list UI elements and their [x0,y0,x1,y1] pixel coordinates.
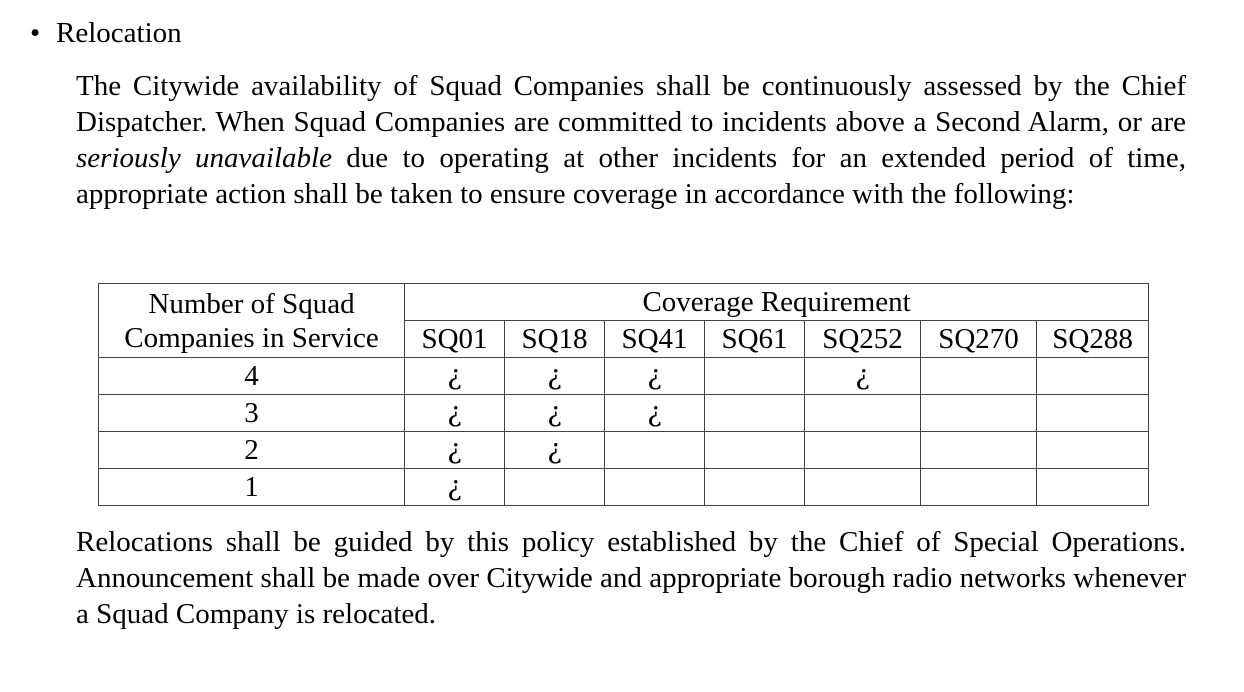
coverage-cell: ¿ [405,395,505,432]
coverage-cell [705,358,805,395]
coverage-cell [705,469,805,506]
bullet-icon: • [30,17,41,49]
coverage-cell [805,395,921,432]
coverage-cell [805,469,921,506]
coverage-cell [705,432,805,469]
coverage-cell: ¿ [405,358,505,395]
coverage-cell: ¿ [605,358,705,395]
section-heading [30,14,182,52]
column-header: SQ61 [705,321,805,358]
coverage-cell [921,358,1037,395]
coverage-cell: ¿ [605,395,705,432]
row-count: 4 [99,358,405,395]
coverage-cell [605,432,705,469]
coverage-cell: ¿ [505,432,605,469]
header-coverage-requirement: Coverage Requirement [405,284,1149,321]
header-left-line2: Companies in Service [124,321,379,354]
column-header: SQ288 [1037,321,1149,358]
column-header: SQ18 [505,321,605,358]
column-header: SQ252 [805,321,921,358]
coverage-cell [1037,395,1149,432]
closing-paragraph: Relocations shall be guided by this policy established by the Chief of Special Operations. Announcement shall be made over Citywide and appropriate borough radio networks whenever a Squad Company is relocated. [76,526,1186,630]
coverage-cell [921,395,1037,432]
coverage-cell [921,432,1037,469]
section-heading-text: Relocation [56,17,182,49]
table-header-row-1 [99,284,1149,321]
coverage-cell [605,469,705,506]
table-row [99,395,1149,432]
table-row [99,469,1149,506]
coverage-cell [1037,358,1149,395]
row-count: 1 [99,469,405,506]
coverage-cell [705,395,805,432]
coverage-cell [505,469,605,506]
coverage-cell [805,432,921,469]
coverage-cell: ¿ [505,395,605,432]
coverage-cell: ¿ [505,358,605,395]
intro-paragraph [76,68,1186,212]
coverage-cell: ¿ [405,469,505,506]
column-header: SQ41 [605,321,705,358]
row-count: 2 [99,432,405,469]
intro-text-part2: due to operating at other incidents for an extended period of time, appropriate action shall be taken to ensure coverage in accordance with the following: [76,142,1186,210]
coverage-cell: ¿ [405,432,505,469]
coverage-table [98,283,1149,506]
intro-text-part1: The Citywide availability of Squad Companies shall be continuously assessed by the Chief Dispatcher. When Squad Companies are committed to incidents above a Second Alarm, or are [76,70,1186,138]
coverage-cell [1037,469,1149,506]
intro-emphasis: seriously unavailable [76,142,332,174]
header-number-of-squad-companies [99,284,405,358]
header-left-line1: Number of Squad [148,287,355,320]
coverage-cell: ¿ [805,358,921,395]
table-row [99,432,1149,469]
coverage-cell [921,469,1037,506]
column-header: SQ01 [405,321,505,358]
table-row [99,358,1149,395]
coverage-cell [1037,432,1149,469]
column-header: SQ270 [921,321,1037,358]
row-count: 3 [99,395,405,432]
